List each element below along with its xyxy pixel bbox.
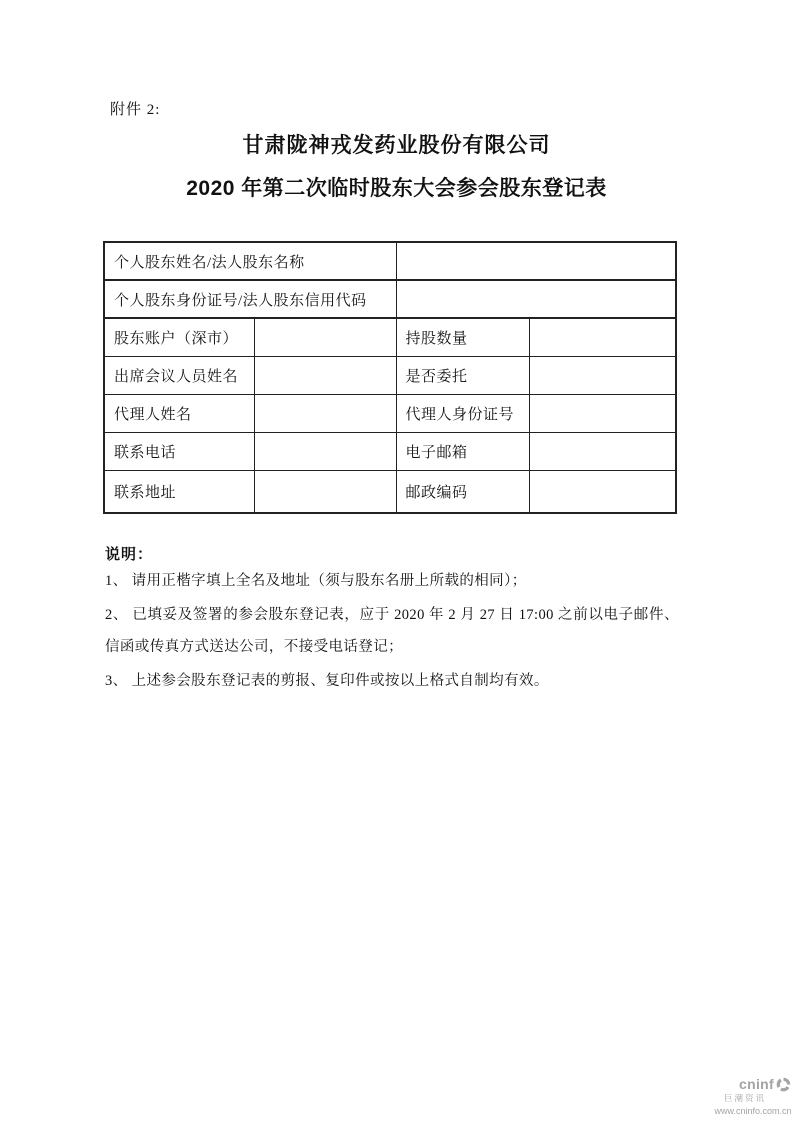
row-label: 个人股东身份证号/法人股东信用代码 (104, 280, 396, 318)
row-label: 出席会议人员姓名 (104, 356, 254, 394)
cninfo-url: www.cninfo.com.cn (714, 1105, 792, 1116)
row-value-cell (254, 356, 396, 394)
note-item-3: 3、 上述参会股东登记表的剪报、复印件或按以上格式自制均有效。 (105, 673, 549, 690)
row-value-cell (254, 318, 396, 356)
cninfo-brand-text: cninf (739, 1076, 774, 1093)
row-value-cell (396, 280, 676, 318)
row-value-cell (254, 394, 396, 432)
row-label: 股东账户（深市） (104, 318, 254, 356)
row-label: 持股数量 (396, 318, 529, 356)
cninfo-watermark (712, 1076, 793, 1116)
row-label: 是否委托 (396, 356, 529, 394)
company-title: 甘肃陇神戎发药业股份有限公司 (242, 134, 551, 157)
row-label: 代理人身份证号 (396, 394, 529, 432)
table-row-account-shares (104, 318, 676, 356)
table-row-agent (104, 394, 676, 432)
row-value-cell (529, 470, 676, 513)
row-value-cell (529, 432, 676, 470)
cninfo-logo-row (712, 1076, 793, 1093)
table-row-address-zip (104, 470, 676, 513)
row-label: 联系电话 (104, 432, 254, 470)
row-label: 代理人姓名 (104, 394, 254, 432)
notes-list (105, 566, 679, 701)
note-item-1: 1、 请用正楷字填上全名及地址（须与股东名册上所载的相同）； (105, 573, 527, 589)
table-row-attendee-proxy (104, 356, 676, 394)
row-value-cell (254, 432, 396, 470)
row-label: 邮政编码 (396, 470, 529, 513)
row-label: 个人股东姓名/法人股东名称 (104, 242, 396, 280)
row-label: 电子邮箱 (396, 432, 529, 470)
table-row-shareholder-name (104, 242, 676, 280)
cninfo-chinese-name: 巨潮资讯 (723, 1093, 766, 1103)
note-item-2: 2、 已填妥及签署的参会股东登记表，应于 2020 年 2 月 27 日 17:00 之前以电子邮件、信函或传真方式送达公司，不接受电话登记； (105, 607, 679, 655)
registration-table (103, 241, 677, 514)
row-value-cell (396, 242, 676, 280)
meeting-title: 2020 年第二次临时股东大会参会股东登记表 (186, 177, 607, 200)
table-row-shareholder-id (104, 280, 676, 318)
notes-heading: 说明： (105, 546, 154, 563)
row-label: 联系地址 (104, 470, 254, 513)
cninfo-swirl-icon (775, 1076, 792, 1093)
table-row-phone-email (104, 432, 676, 470)
row-value-cell (254, 470, 396, 513)
row-value-cell (529, 318, 676, 356)
row-value-cell (529, 356, 676, 394)
row-value-cell (529, 394, 676, 432)
attachment-label: 附件 2: (110, 102, 161, 118)
